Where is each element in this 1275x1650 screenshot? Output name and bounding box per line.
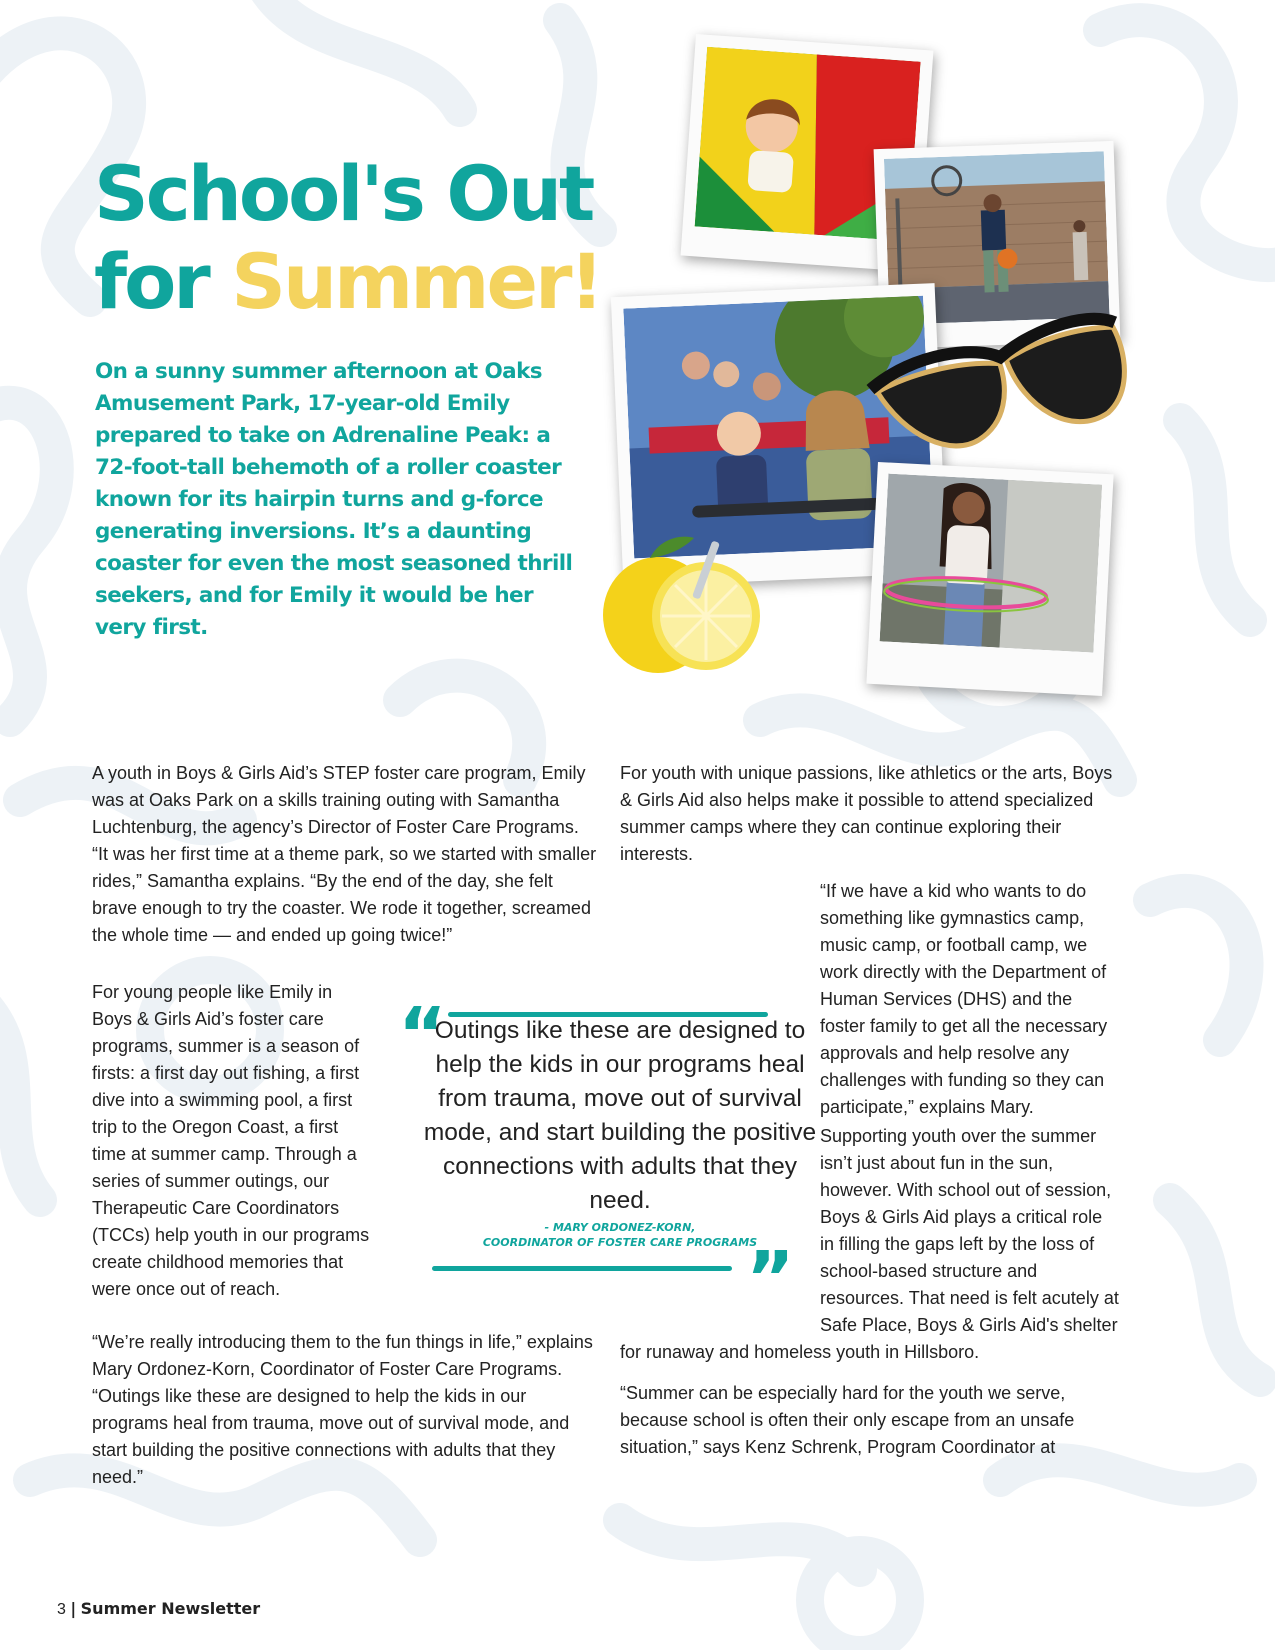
left-paragraph-1: A youth in Boys & Girls Aid’s STEP foster care program, Emily was at Oaks Park on a skills training outing with Samantha Luchtenburg, the agency’s Director of Foster Care Programs. “It was her first time at a theme park, so we started with smaller rides,” Samantha explains. “By the end of the day, she felt brave enough to try the coaster. We rode it together, screamed the whole time — and ended up going twice!” — [92, 763, 597, 945]
quote-attribution-name: - MARY ORDONEZ-KORN, — [544, 1221, 696, 1234]
quote-attribution-title: COORDINATOR OF FOSTER CARE PROGRAMS — [482, 1236, 758, 1249]
footer-separator: | — [70, 1599, 77, 1618]
left-column-top — [92, 760, 597, 963]
left-paragraph-3: “We’re really introducing them to the fun things in life,” explains Mary Ordonez-Korn, Coordinator of Foster Care Programs. “Outings like these are designed to help the kids in our programs heal from trauma, move out of survival mode, and start building the positive connections with adults that they need.” — [92, 1332, 593, 1487]
quote-text: Outings like these are designed to help the kids in our programs heal from trauma, move out of survival mode, and start building the positive connections with adults that they need. — [423, 1017, 817, 1214]
page-title — [94, 150, 601, 326]
open-quote-icon: “ — [398, 992, 447, 1078]
quote-rule-bottom — [432, 1266, 732, 1271]
title-line-2-prefix: for — [94, 237, 232, 326]
hula-hoop-image — [880, 474, 1102, 653]
left-column-middle — [92, 979, 370, 1317]
publication-name: Summer Newsletter — [80, 1599, 261, 1618]
page-footer — [57, 1599, 260, 1619]
right-paragraph-2-text: “If we have a kid who wants to do something like gymnastics camp, music camp, or football camp, we work directly with the Department of Human Services (DHS) and the foster family to get all the necessary approvals and help resolve any challenges with funding so they can participate,” explains Mary. — [820, 881, 1108, 1117]
lede-paragraph: On a sunny summer afternoon at Oaks Amusement Park, 17-year-old Emily prepared to take on Adrenaline Peak: a 72-foot-tall behemoth of a roller coaster known for its hairpin turns and g-force generating inversions. It’s a daunting coaster for even the most seasoned thrill seekers, and for Emily it would be her very first. — [95, 359, 573, 640]
right-paragraph-3-text: Supporting youth over the summer isn’t just about fun in the sun, however. With school out of session, Boys & Girls Aid plays a critical role in filling the gaps left by the loss of school-based structure and resources. That need is felt acutely at Safe Place, Boys & Girls Aid's shelter for runaway and homeless youth in Hillsboro. — [620, 1126, 1119, 1362]
title-highlight-word: Summer! — [231, 237, 602, 326]
pull-quote — [398, 992, 820, 1360]
right-paragraph-1: For youth with unique passions, like athletics or the arts, Boys & Girls Aid also helps make it possible to attend specialized summer camps where they can continue exploring their interests. — [620, 763, 1113, 864]
right-paragraph-4: “Summer can be especially hard for the youth we serve, because school is often their only escape from an unsafe situation,” says Kenz Schrenk, Program Coordinator at — [620, 1383, 1075, 1457]
page-number: 3 — [57, 1601, 66, 1618]
title-line-1: School's Out — [94, 149, 593, 238]
right-column-top — [620, 760, 1120, 882]
close-quote-icon: ” — [746, 1236, 795, 1322]
left-paragraph-2: For young people like Emily in Boys & Girls Aid’s foster care programs, summer is a season of firsts: a first day out fishing, a first dive into a swimming pool, a first trip to the Oregon Coast, a first time at summer camp. Through a series of summer outings, our Therapeutic Care Coordinators (TCCs) help youth in our programs create childhood memories that were once out of reach. — [92, 982, 370, 1299]
lemon-icon — [598, 520, 768, 680]
